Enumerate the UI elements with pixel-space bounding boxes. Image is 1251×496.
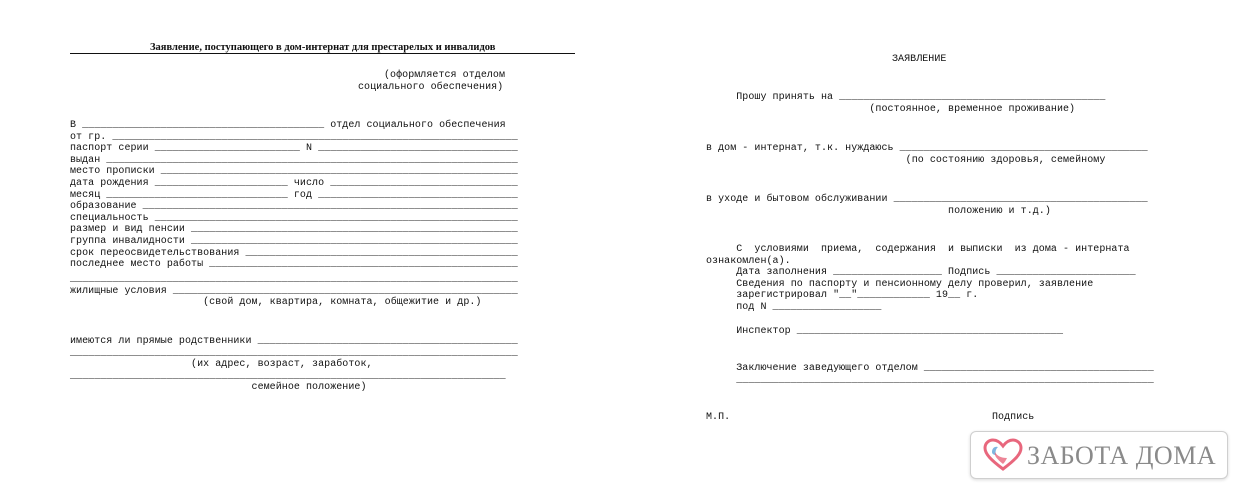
form-line: Дата заполнения __________________ Подпись _______________________: [706, 267, 1136, 279]
form-line: В ________________________________________ отдел социального обеспечения: [70, 120, 506, 131]
form-line: от гр. ___________________________________________________________________: [70, 131, 518, 143]
form-line: зарегистрировал "__"____________ 19__ г.: [706, 290, 979, 302]
right-form-title: ЗАЯВЛЕНИЕ: [892, 54, 947, 65]
form-line: группа инвалидности ______________________________________________________: [70, 236, 518, 247]
form-line: в дом - интернат, т.к. нуждаюсь _________________________________________: [706, 143, 1148, 154]
form-line: размер и вид пенсии ______________________________________________________: [70, 224, 518, 236]
form-line-hint: (свой дом, квартира, комната, общежитие и др.): [70, 297, 482, 308]
left-issued-by-line-2: социального обеспечения): [358, 82, 504, 93]
form-line: месяц ______________________________ год _________________________________: [70, 189, 518, 201]
form-line-hint: положению и т.д.): [706, 205, 1051, 217]
form-line: выдан ____________________________________________________________________: [70, 154, 518, 166]
form-line: дата рождения ______________________ число _______________________________: [70, 178, 518, 189]
form-line: С условиями приема, содержания и выписки из дома - интерната: [706, 244, 1130, 255]
inspector-line: Инспектор ____________________________________________: [706, 326, 1064, 337]
form-line: место прописки ___________________________________________________________: [70, 166, 518, 178]
form-line-hint: (их адрес, возраст, заработок,: [70, 359, 373, 371]
form-line: срок переосвидетельствования _____________________________________________: [70, 247, 518, 259]
form-line: __________________________________________________________________________: [70, 274, 518, 285]
form-line-hint: (постоянное, временное проживание): [706, 103, 1076, 115]
form-line: жилищные условия _________________________________________________________: [70, 286, 518, 297]
conclusion-line: Заключение заведующего отделом ______________________________________: [706, 363, 1154, 374]
form-line: паспорт серии ________________________ N _________________________________: [70, 143, 518, 155]
left-issued-by-line-1: (оформляется отделом: [384, 70, 506, 81]
form-line: последнее место работы ___________________________________________________: [70, 259, 518, 271]
conclusion-line: _____________________________________________________________________: [706, 375, 1154, 386]
left-title-underline: [70, 53, 575, 54]
form-line: ________________________________________________________________________: [70, 370, 506, 382]
form-line: Сведения по паспорту и пенсионному делу проверил, заявление: [706, 278, 1094, 290]
form-line: специальность ____________________________________________________________: [70, 212, 518, 224]
heart-logo-icon: [983, 438, 1023, 472]
form-line: образование ______________________________________________________________: [70, 201, 518, 213]
stamp-place-label: М.П.: [706, 412, 731, 423]
zabota-doma-logo: [970, 431, 1228, 479]
signature-label: Подпись: [992, 412, 1035, 423]
left-form-title: Заявление, поступающего в дом-интернат для престарелых и инвалидов: [150, 42, 496, 53]
form-line: под N __________________: [706, 302, 882, 313]
form-line: имеются ли прямые родственники ___________________________________________: [70, 336, 518, 347]
form-line: Прошу принять на ____________________________________________: [706, 92, 1106, 103]
form-line: в уходе и бытовом обслуживании __________________________________________: [706, 194, 1148, 205]
form-line: __________________________________________________________________________: [70, 347, 518, 359]
form-line-hint: семейное положение): [70, 382, 367, 394]
logo-text: ЗАБОТА ДОМА: [1027, 441, 1217, 470]
form-line: ознакомлен(а).: [706, 255, 791, 267]
form-line-hint: (по состоянию здоровья, семейному: [706, 154, 1106, 166]
